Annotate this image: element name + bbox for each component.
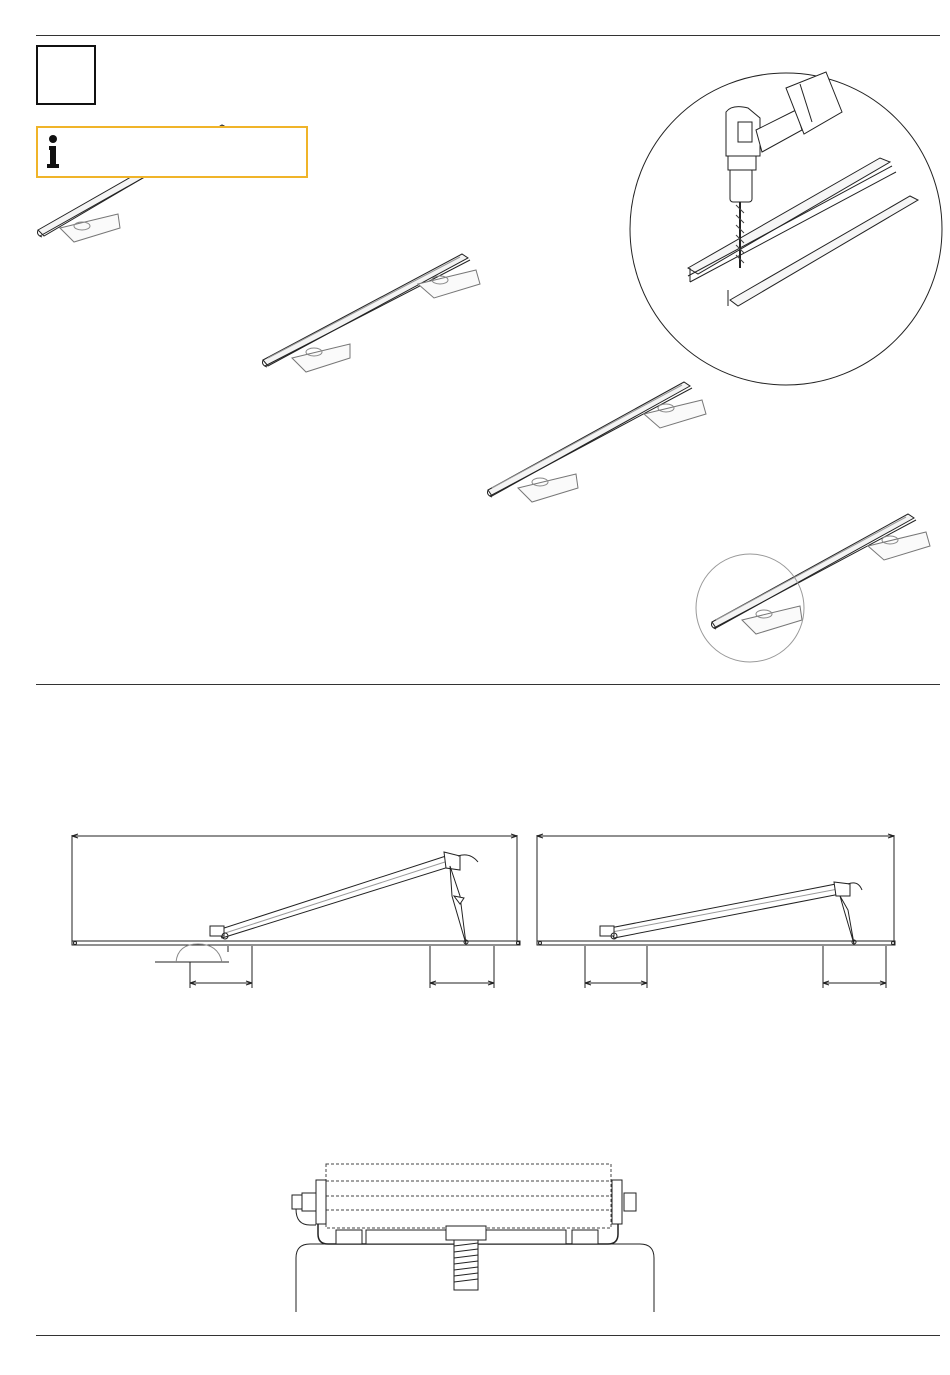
rail-icon <box>488 382 707 502</box>
bottom-rule <box>36 1335 940 1336</box>
elevation-right <box>537 834 895 988</box>
bolt-icon <box>446 1226 486 1290</box>
rail-cross-section <box>292 1164 654 1312</box>
elevation-left <box>72 834 520 988</box>
info-icon <box>46 134 60 170</box>
step-number-box <box>36 45 96 105</box>
rail-icon <box>263 254 481 372</box>
info-note-box <box>36 126 308 178</box>
rail-icon <box>712 514 931 634</box>
rail-icon <box>688 158 918 306</box>
